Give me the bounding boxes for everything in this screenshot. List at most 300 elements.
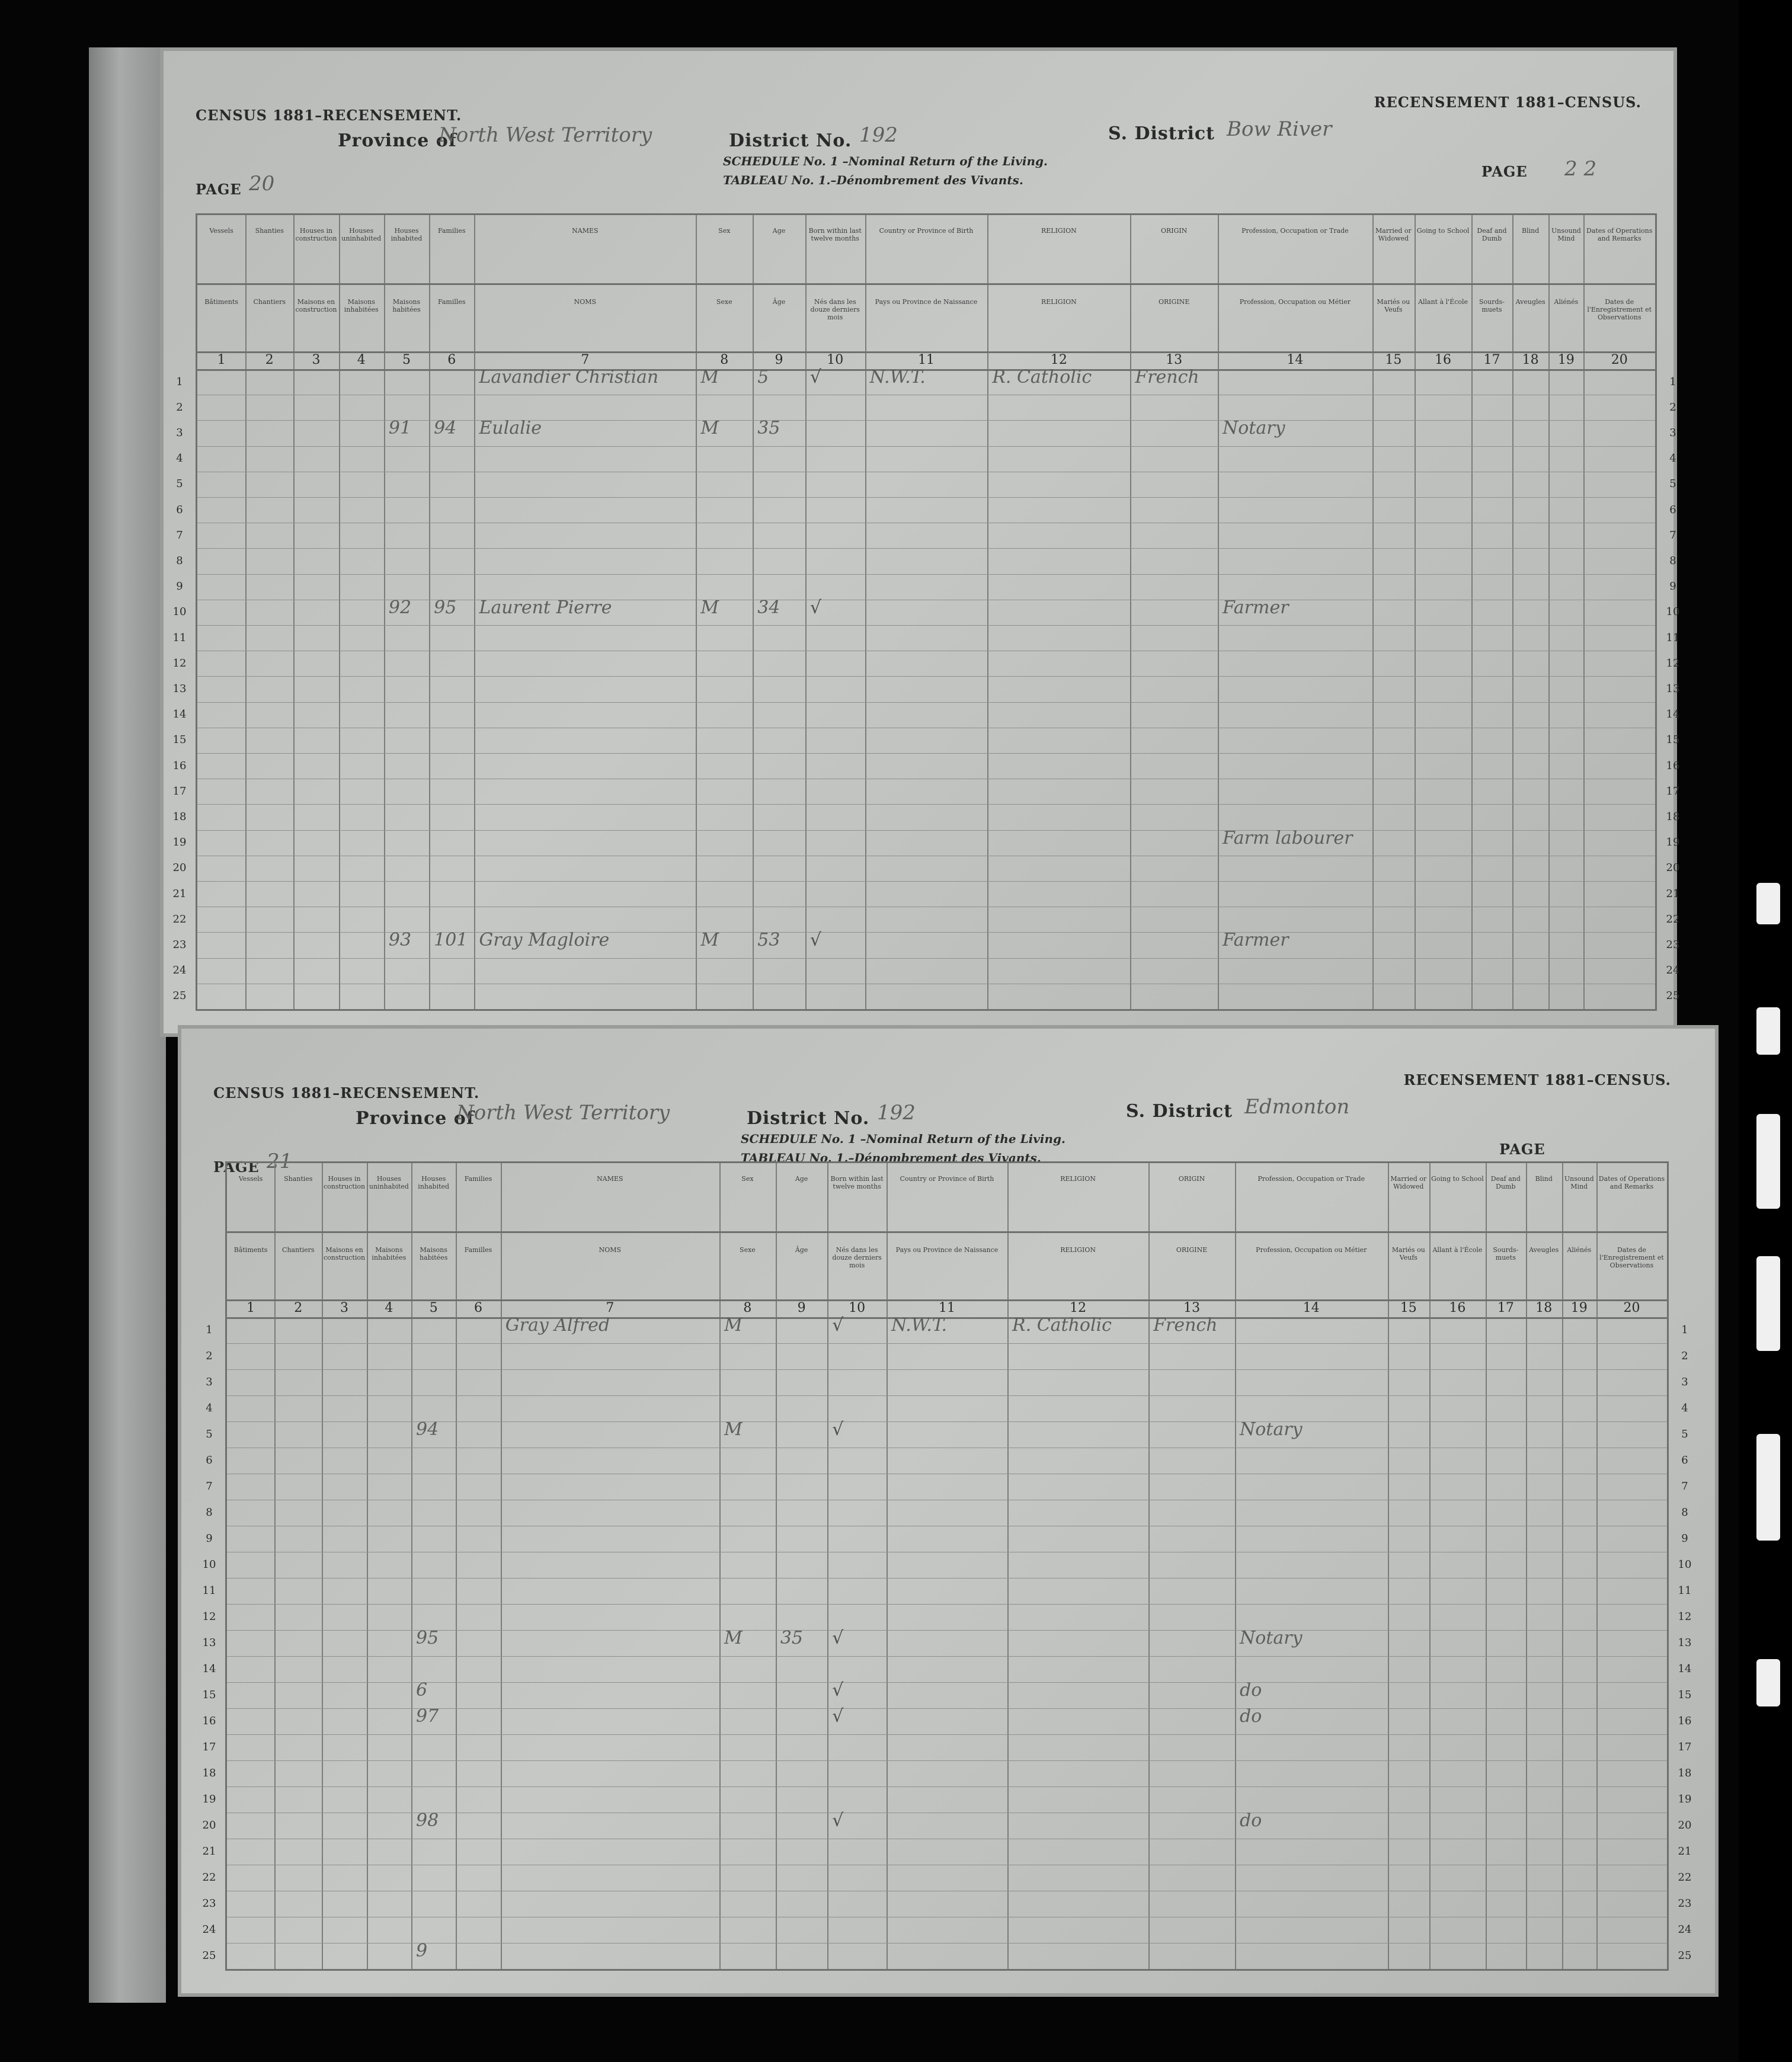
row-number-right: 10	[1678, 1558, 1692, 1571]
row-rule	[227, 1369, 1667, 1370]
row-number-right: 17	[1666, 785, 1680, 798]
province-label: Province of	[338, 130, 457, 151]
census-title-left: CENSUS 1881–RECENSEMENT.	[213, 1084, 480, 1102]
column-number: 16	[1435, 353, 1452, 367]
row-number-left: 12	[202, 1610, 216, 1623]
column-number: 3	[340, 1301, 349, 1315]
row-rule	[197, 497, 1655, 498]
page-value-right: 2 2	[1564, 157, 1597, 181]
header-rule	[197, 369, 1655, 371]
column-rule	[274, 1163, 276, 1969]
column-number: 8	[720, 353, 729, 367]
column-header-en: Dates of Operations and Remarks	[1598, 1175, 1665, 1190]
row-number-left: 13	[202, 1637, 216, 1649]
column-header-en: Sex	[741, 1175, 754, 1183]
entry-houses: 91	[388, 418, 412, 439]
row-number-left: 4	[176, 452, 183, 465]
entry-houses: 9	[416, 1941, 428, 1961]
row-number-left: 16	[172, 759, 187, 772]
column-number: 15	[1400, 1301, 1417, 1315]
row-rule	[197, 548, 1655, 549]
page-label-left: PAGE	[196, 181, 242, 198]
row-number-left: 8	[176, 555, 183, 567]
row-rule	[227, 1343, 1667, 1344]
entry-occupation: Farmer	[1223, 597, 1289, 618]
row-number-right: 23	[1666, 939, 1680, 951]
row-number-left: 2	[206, 1350, 213, 1362]
entry-houses: 93	[388, 930, 412, 951]
row-number-left: 20	[172, 862, 187, 875]
entry-born: √	[809, 930, 821, 951]
row-number-right: 17	[1678, 1741, 1692, 1753]
entry-born: √	[832, 1419, 844, 1440]
row-number-right: 21	[1666, 887, 1680, 900]
row-number-left: 19	[172, 836, 187, 849]
column-header-en: Age	[795, 1175, 808, 1183]
column-number: 11	[917, 353, 935, 367]
row-number-right: 22	[1666, 912, 1680, 926]
row-number-left: 10	[172, 606, 187, 619]
column-number: 12	[1050, 353, 1067, 367]
column-header-fr: Dates de l'Enregistrement et Observations	[1587, 298, 1652, 321]
column-header-en: NAMES	[572, 227, 599, 235]
column-number: 12	[1070, 1301, 1087, 1315]
district-label: District No.	[729, 130, 852, 151]
row-number-right: 2	[1681, 1350, 1688, 1362]
column-header-fr: Allant à l'École	[1432, 1246, 1483, 1254]
row-number-left: 1	[176, 375, 183, 388]
column-header-fr: Pays ou Province de Naissance	[895, 1246, 999, 1254]
column-number: 9	[775, 353, 783, 367]
column-number: 19	[1557, 353, 1575, 367]
subdistrict-label: S. District	[1126, 1101, 1233, 1122]
entry-name: Laurent Pierre	[479, 597, 612, 618]
column-number: 2	[294, 1301, 303, 1315]
column-header-en: RELIGION	[1041, 227, 1077, 235]
row-number-left: 22	[172, 912, 187, 926]
row-number-left: 10	[202, 1558, 216, 1571]
row-number-left: 18	[202, 1767, 216, 1779]
column-rule	[1130, 215, 1131, 1009]
row-rule	[197, 625, 1655, 626]
entry-occupation: do	[1240, 1706, 1262, 1727]
column-header-en: Vessels	[238, 1175, 263, 1183]
column-number: 16	[1449, 1301, 1466, 1315]
row-number-left: 15	[172, 734, 187, 747]
row-rule	[227, 1630, 1667, 1631]
column-header-fr: ORIGINE	[1158, 298, 1190, 306]
row-number-left: 6	[176, 503, 183, 516]
column-number: 10	[849, 1301, 866, 1315]
row-number-left: 23	[202, 1897, 216, 1910]
column-header-en: Houses uninhabited	[369, 1175, 409, 1190]
column-header-fr: Familles	[437, 298, 466, 306]
row-number-right: 6	[1669, 503, 1676, 516]
column-number: 9	[797, 1301, 806, 1315]
row-number-left: 5	[206, 1428, 213, 1440]
column-header-fr: RELIGION	[1060, 1246, 1096, 1254]
row-number-right: 15	[1678, 1689, 1692, 1701]
column-rule	[339, 215, 340, 1009]
row-number-right: 22	[1678, 1871, 1692, 1884]
schedule-english: SCHEDULE No. 1 –Nominal Return of the Living.	[741, 1132, 1065, 1146]
column-header-en: Houses in construction	[323, 1175, 366, 1190]
entry-occupation: do	[1240, 1680, 1262, 1701]
row-number-right: 15	[1666, 734, 1680, 747]
column-number: 11	[938, 1301, 955, 1315]
row-number-left: 11	[202, 1584, 216, 1597]
column-number: 18	[1535, 1301, 1553, 1315]
column-header-fr: Mariés ou Veufs	[1377, 298, 1410, 313]
entry-sex: M	[724, 1315, 743, 1336]
column-number: 1	[247, 1301, 255, 1315]
row-number-left: 24	[202, 1923, 216, 1936]
row-number-right: 20	[1666, 862, 1680, 875]
subdistrict-value: Edmonton	[1244, 1095, 1350, 1119]
column-header-fr: Maisons en construction	[323, 1246, 366, 1261]
row-number-right: 23	[1678, 1897, 1692, 1910]
row-number-right: 14	[1666, 708, 1680, 721]
row-rule	[227, 1682, 1667, 1683]
row-rule	[197, 881, 1655, 882]
column-header-fr: Familles	[464, 1246, 492, 1254]
column-rule	[805, 215, 807, 1009]
column-rule	[1526, 1163, 1527, 1969]
column-number: 3	[312, 353, 321, 367]
row-number-left: 3	[176, 427, 183, 439]
entry-occupation: Farm labourer	[1223, 827, 1353, 849]
column-header-fr: Chantiers	[253, 298, 286, 306]
entry-born: √	[832, 1810, 844, 1831]
row-number-right: 7	[1669, 529, 1676, 542]
row-number-left: 19	[202, 1793, 216, 1805]
row-number-left: 3	[206, 1376, 213, 1388]
entry-born: √	[809, 597, 821, 618]
column-header-fr: Aliénés	[1554, 298, 1579, 306]
column-rule	[456, 1163, 457, 1969]
entry-family: 95	[434, 597, 457, 618]
column-rule	[1372, 215, 1374, 1009]
column-header-en: ORIGIN	[1160, 227, 1188, 235]
row-number-left: 15	[202, 1689, 216, 1701]
entry-religion: R. Catholic	[1012, 1315, 1112, 1336]
row-number-left: 14	[172, 708, 187, 721]
column-rule	[384, 215, 385, 1009]
row-rule	[197, 420, 1655, 421]
column-header-fr: Dates de l'Enregistrement et Observations	[1599, 1246, 1664, 1269]
census-grid	[172, 213, 1680, 1011]
subdistrict-value: Bow River	[1227, 117, 1332, 141]
column-rule	[1583, 215, 1585, 1009]
row-number-left: 17	[172, 785, 187, 798]
entry-houses: 92	[388, 597, 412, 618]
column-header-en: Families	[437, 227, 466, 235]
column-header-en: Unsound Mind	[1551, 227, 1581, 242]
entry-occupation: Notary	[1223, 418, 1285, 439]
column-rule	[1562, 1163, 1563, 1969]
row-number-left: 21	[172, 887, 187, 900]
row-rule	[197, 446, 1655, 447]
entry-occupation: Notary	[1240, 1628, 1303, 1648]
row-number-left: 11	[172, 631, 187, 644]
census-grid	[202, 1161, 1692, 1971]
column-rule	[1548, 215, 1550, 1009]
row-number-left: 5	[176, 478, 183, 491]
film-mark	[1756, 1114, 1780, 1209]
row-number-left: 23	[172, 939, 187, 951]
column-number: 20	[1611, 353, 1628, 367]
column-number: 20	[1623, 1301, 1640, 1315]
entry-houses: 95	[416, 1628, 439, 1648]
column-header-fr: Sourds-muets	[1479, 298, 1505, 313]
column-header-fr: Allant à l'École	[1418, 298, 1468, 306]
column-rule	[501, 1163, 502, 1969]
column-number: 13	[1183, 1301, 1201, 1315]
row-number-right: 21	[1678, 1845, 1692, 1858]
film-mark	[1756, 1256, 1780, 1351]
row-number-right: 9	[1669, 580, 1676, 593]
row-number-left: 13	[172, 683, 187, 695]
row-number-right: 19	[1678, 1793, 1692, 1805]
column-header-en: Unsound Mind	[1564, 1175, 1594, 1190]
row-number-right: 1	[1669, 375, 1676, 388]
census-title-right: RECENSEMENT 1881–CENSUS.	[1374, 94, 1641, 111]
film-mark	[1756, 883, 1780, 924]
row-number-left: 8	[206, 1506, 213, 1519]
row-rule	[227, 1656, 1667, 1657]
row-rule	[227, 1734, 1667, 1735]
column-header-en: Country or Province of Birth	[879, 227, 974, 235]
row-number-right: 8	[1681, 1506, 1688, 1519]
column-header-en: Married or Widowed	[1390, 1175, 1427, 1190]
column-header-en: Profession, Occupation or Trade	[1241, 227, 1349, 235]
column-rule	[1148, 1163, 1150, 1969]
column-rule	[753, 215, 754, 1009]
row-number-right: 8	[1669, 555, 1676, 567]
film-mark	[1756, 1659, 1780, 1706]
row-number-right: 18	[1666, 811, 1680, 823]
column-number: 5	[429, 1301, 438, 1315]
page-edge-strip	[89, 47, 166, 2003]
row-number-right: 25	[1678, 1949, 1692, 1962]
column-header-fr: Maisons en construction	[295, 298, 337, 313]
entry-sex: M	[700, 367, 719, 388]
column-header-en: Country or Province of Birth	[900, 1175, 994, 1183]
row-number-right: 3	[1669, 427, 1676, 439]
row-number-right: 1	[1681, 1324, 1688, 1336]
row-number-right: 9	[1681, 1532, 1688, 1545]
column-header-fr: Pays ou Province de Naissance	[875, 298, 978, 306]
column-header-en: Age	[772, 227, 786, 235]
row-number-left: 14	[202, 1663, 216, 1675]
row-rule	[227, 1395, 1667, 1396]
row-number-right: 11	[1678, 1584, 1692, 1597]
entry-name: Lavandier Christian	[479, 367, 659, 388]
row-number-right: 7	[1681, 1480, 1688, 1493]
entry-occupation: do	[1240, 1810, 1262, 1831]
census-title-right: RECENSEMENT 1881–CENSUS.	[1403, 1071, 1671, 1088]
header-rule	[227, 1231, 1667, 1233]
column-number: 5	[402, 353, 411, 367]
entry-born: √	[832, 1680, 844, 1701]
column-rule	[367, 1163, 368, 1969]
row-number-right: 24	[1666, 964, 1680, 977]
schedule-french: TABLEAU No. 1.–Dénombrement des Vivants.	[723, 173, 1023, 187]
page-label-left: PAGE	[213, 1158, 260, 1176]
column-header-fr: Maisons habitées	[392, 298, 421, 313]
column-header-en: Dates of Operations and Remarks	[1586, 227, 1653, 242]
district-value: 192	[859, 123, 898, 147]
column-rule	[322, 1163, 323, 1969]
row-number-left: 1	[206, 1324, 213, 1336]
row-number-right: 4	[1669, 452, 1676, 465]
page-value-left: 20	[249, 172, 275, 196]
column-header-en: Shanties	[255, 227, 284, 235]
entry-houses: 6	[416, 1680, 428, 1701]
header-rule	[197, 283, 1655, 285]
column-rule	[1415, 215, 1416, 1009]
column-number: 2	[265, 353, 274, 367]
row-number-right: 24	[1678, 1923, 1692, 1936]
row-number-right: 11	[1666, 631, 1680, 644]
column-rule	[1235, 1163, 1236, 1969]
row-number-right: 2	[1669, 401, 1676, 414]
row-number-left: 7	[176, 529, 183, 542]
column-rule	[719, 1163, 721, 1969]
row-number-left: 9	[176, 580, 183, 593]
column-number: 7	[581, 353, 590, 367]
column-number: 6	[474, 1301, 483, 1315]
row-number-right: 14	[1678, 1663, 1692, 1675]
row-number-left: 22	[202, 1871, 216, 1884]
row-number-left: 6	[206, 1454, 213, 1467]
row-number-right: 16	[1678, 1715, 1692, 1727]
census-title-left: CENSUS 1881–RECENSEMENT.	[196, 107, 462, 124]
row-rule	[227, 1760, 1667, 1761]
column-header-fr: Aveugles	[1529, 1246, 1559, 1254]
column-header-fr: Aveugles	[1515, 298, 1545, 306]
column-rule	[411, 1163, 412, 1969]
row-number-left: 25	[172, 990, 187, 1003]
column-header-fr: Maisons inhabitées	[344, 298, 379, 313]
column-header-fr: Bâtiments	[204, 298, 238, 306]
province-value: North West Territory	[456, 1101, 670, 1125]
column-header-fr: Nés dans les douze derniers mois	[810, 298, 860, 321]
schedule-english: SCHEDULE No. 1 –Nominal Return of the Living.	[723, 154, 1048, 168]
entry-birth: N.W.T.	[869, 367, 926, 388]
column-header-en: Born within last twelve months	[808, 227, 862, 242]
column-header-fr: Nés dans les douze derniers mois	[832, 1246, 882, 1269]
entry-born: √	[832, 1315, 844, 1336]
entry-sex: M	[700, 930, 719, 951]
row-number-left: 25	[202, 1949, 216, 1962]
column-header-en: Married or Widowed	[1375, 227, 1412, 242]
row-number-right: 13	[1678, 1637, 1692, 1649]
column-rule	[1007, 1163, 1009, 1969]
column-header-en: Sex	[718, 227, 731, 235]
entry-origin: French	[1153, 1315, 1218, 1336]
row-rule	[227, 1708, 1667, 1709]
column-number: 4	[385, 1301, 393, 1315]
column-header-fr: Chantiers	[282, 1246, 315, 1254]
row-number-right: 20	[1678, 1819, 1692, 1832]
page-label-right: PAGE	[1481, 163, 1528, 180]
column-rule	[987, 215, 988, 1009]
entry-sex: M	[724, 1628, 743, 1648]
entry-occupation: Notary	[1240, 1419, 1303, 1440]
column-rule	[887, 1163, 888, 1969]
row-number-left: 17	[202, 1741, 216, 1753]
entry-sex: M	[700, 418, 719, 439]
column-header-en: Vessels	[209, 227, 233, 235]
column-header-en: Houses uninhabited	[341, 227, 382, 242]
column-header-en: RELIGION	[1060, 1175, 1096, 1183]
row-rule	[197, 676, 1655, 677]
row-number-left: 4	[206, 1402, 213, 1414]
row-number-right: 12	[1678, 1610, 1692, 1623]
column-number: 1	[217, 353, 226, 367]
page-label-right: PAGE	[1499, 1141, 1545, 1158]
column-number: 8	[743, 1301, 752, 1315]
entry-family: 94	[434, 418, 457, 439]
row-number-right: 10	[1666, 606, 1680, 619]
column-number: 10	[827, 353, 844, 367]
column-header-fr: Âge	[795, 1246, 808, 1254]
row-number-left: 24	[172, 964, 187, 977]
entry-age: 34	[757, 597, 780, 618]
column-header-fr: Mariés ou Veufs	[1391, 1246, 1425, 1261]
row-number-right: 5	[1681, 1428, 1688, 1440]
column-header-fr: RELIGION	[1041, 298, 1077, 306]
row-rule	[197, 753, 1655, 754]
column-number: 18	[1522, 353, 1539, 367]
column-rule	[245, 215, 247, 1009]
row-rule	[227, 1786, 1667, 1787]
entry-sex: M	[724, 1419, 743, 1440]
entry-age: 5	[757, 367, 769, 388]
column-number: 19	[1570, 1301, 1588, 1315]
entry-age: 35	[780, 1628, 804, 1648]
column-number: 7	[606, 1301, 615, 1315]
column-number: 14	[1287, 353, 1304, 367]
schedule-french: TABLEAU No. 1.–Dénombrement des Vivants.	[741, 1151, 1041, 1165]
column-rule	[474, 215, 475, 1009]
column-header-fr: NOMS	[599, 1246, 622, 1254]
district-value: 192	[877, 1101, 916, 1125]
column-rule	[293, 215, 295, 1009]
entry-born: √	[809, 367, 821, 388]
column-rule	[1388, 1163, 1389, 1969]
row-rule	[197, 702, 1655, 703]
column-number: 4	[357, 353, 366, 367]
column-rule	[696, 215, 697, 1009]
column-header-en: Deaf and Dumb	[1490, 1175, 1521, 1190]
entry-age: 35	[757, 418, 780, 439]
province-label: Province of	[356, 1108, 475, 1129]
column-header-en: Blind	[1535, 1175, 1553, 1183]
subdistrict-label: S. District	[1108, 123, 1215, 144]
column-header-en: Profession, Occupation or Trade	[1257, 1175, 1365, 1183]
row-number-left: 2	[176, 401, 183, 414]
column-header-en: Houses inhabited	[391, 227, 423, 242]
column-header-fr: Maisons habitées	[420, 1246, 448, 1261]
column-rule	[429, 215, 430, 1009]
column-header-fr: Bâtiments	[233, 1246, 268, 1254]
column-number: 13	[1166, 353, 1183, 367]
column-number: 14	[1303, 1301, 1320, 1315]
column-header-fr: NOMS	[574, 298, 597, 306]
column-header-fr: Profession, Occupation ou Métier	[1256, 1246, 1367, 1254]
